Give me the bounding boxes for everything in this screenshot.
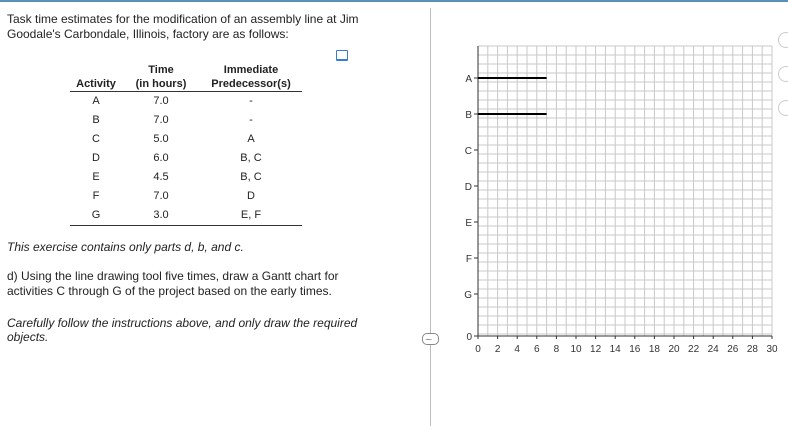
x-tick-label: 10	[570, 344, 582, 355]
zoom-in-icon[interactable]	[778, 32, 788, 48]
x-tick-label: 6	[534, 344, 540, 355]
x-tick-label: 18	[648, 344, 660, 355]
cell-time: 3.0	[153, 209, 169, 221]
x-tick-label: 30	[766, 344, 778, 355]
x-tick-label: 22	[688, 344, 700, 355]
cell-time: 6.0	[153, 152, 169, 164]
cell-pred: B, C	[240, 152, 262, 164]
part-d-instructions: d) Using the line drawing tool five times, draw a Gantt chart for activities C through G of the project based on the early times.	[7, 269, 339, 298]
x-tick-label: 28	[746, 344, 758, 355]
cell-pred: -	[249, 95, 253, 107]
x-tick-label: 24	[707, 344, 719, 355]
y-tick-label: D	[464, 182, 472, 193]
zoom-out-icon[interactable]	[778, 66, 788, 82]
cell-time: 5.0	[153, 133, 169, 145]
cell-time: 7.0	[153, 190, 169, 202]
cell-activity: D	[92, 152, 100, 164]
x-tick-label: 0	[475, 344, 481, 355]
table-row	[70, 111, 302, 130]
cell-pred: -	[249, 114, 253, 126]
panel-divider	[430, 8, 431, 426]
cell-pred: E, F	[240, 209, 262, 221]
cell-time: 7.0	[153, 95, 169, 107]
table-row	[70, 92, 302, 112]
task-table	[70, 63, 302, 226]
x-tick-label: 4	[514, 344, 520, 355]
reset-view-icon[interactable]	[778, 100, 788, 116]
expand-table-icon[interactable]	[336, 50, 348, 61]
y-tick-label: C	[464, 146, 472, 157]
x-tick-label: 12	[590, 344, 602, 355]
x-tick-label: 8	[553, 344, 560, 355]
table-row	[70, 168, 302, 187]
gantt-chart[interactable]	[440, 30, 788, 355]
cell-time: 7.0	[153, 114, 169, 126]
table-header-row	[70, 63, 302, 92]
y-tick-label: G	[464, 290, 472, 301]
cell-pred: D	[247, 190, 255, 202]
x-tick-label: 14	[609, 344, 621, 355]
x-tick-label: 16	[629, 344, 641, 355]
x-tick-label: 20	[668, 344, 680, 355]
y-tick-label: B	[465, 110, 472, 121]
y-tick-label: 0	[466, 332, 472, 343]
cell-activity: E	[92, 171, 100, 183]
y-tick-label: E	[465, 218, 472, 229]
cell-activity: C	[92, 133, 100, 145]
problem-intro: Task time estimates for the modification of an assembly line at Jim Goodale's Carbondale, Illinois, factory are as follows:	[7, 12, 359, 41]
header-activity: Activity	[76, 78, 116, 90]
cell-activity: A	[92, 95, 100, 107]
drawing-instructions-note: Carefully follow the instructions above, and only draw the required objects.	[7, 316, 358, 344]
cell-activity: B	[92, 114, 100, 126]
table-row	[70, 130, 302, 149]
table-row	[70, 149, 302, 168]
table-row	[70, 187, 302, 206]
header-predecessors: Immediate Predecessor(s)	[211, 64, 291, 90]
cell-time: 4.5	[153, 171, 169, 183]
y-tick-label: F	[465, 254, 472, 265]
parts-note: This exercise contains only parts d, b, and c.	[7, 240, 244, 254]
table-row	[70, 206, 302, 226]
cell-activity: F	[92, 190, 100, 202]
cell-activity: G	[91, 209, 101, 221]
x-tick-label: 2	[494, 344, 501, 355]
header-time: Time (in hours)	[135, 64, 187, 90]
y-tick-label: A	[465, 74, 472, 85]
panel-resize-handle[interactable]: .....	[422, 333, 439, 345]
cell-pred: A	[247, 133, 255, 145]
x-tick-label: 26	[727, 344, 739, 355]
cell-pred: B, C	[240, 171, 262, 183]
